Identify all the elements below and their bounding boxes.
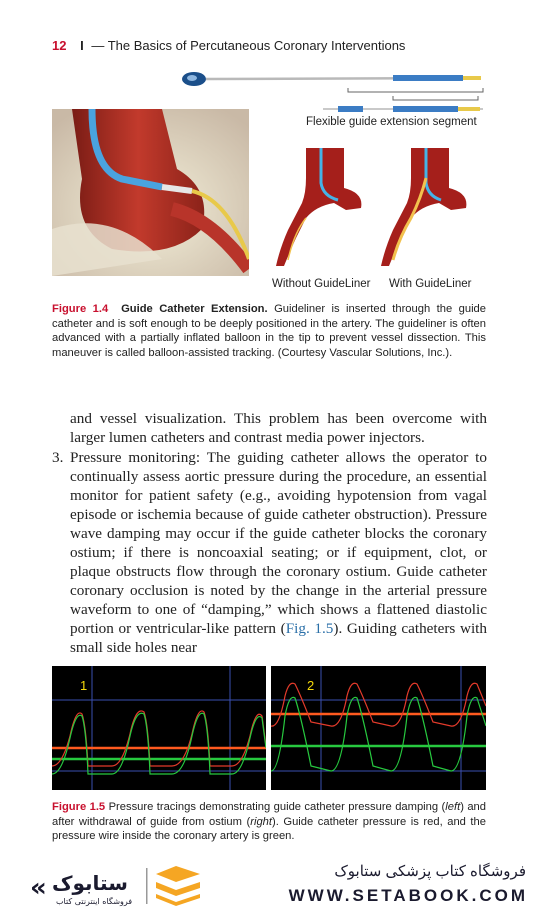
catheter-rendering-image [52,109,249,276]
figure-1-5-caption-text-b: ) and after withdrawal of guide from ostium ( [52,801,486,828]
schematic-without-guideliner [276,148,361,266]
running-header [52,38,405,53]
item-3-text-a: Pressure monitoring: The guiding catheter allows the operator to continually assess aortic pressure during the procedure, an essential monitor for patient safety (e.g., avoiding hypotension from vagal episode or ischemia because of guide catheter obstruction). Pressure wave damping may occur if the guide catheter blocks the coronary ostium; if there is noncoaxial seating; or if equipment, clot, or plaque obstructs flow through the coronary ostium. Guide catheter coronary occlusion is noted by the change in the arterial pressure waveform to one of “damping,” which shows a flattened diastolic portion or ventricular-like pattern ( [70,449,487,637]
svg-text:فروشگاه اینترنتی کتاب: فروشگاه اینترنتی کتاب [56,897,133,906]
pressure-tracing-panel-2 [271,666,486,790]
body-paragraph-continuation: and vessel visualization. This problem has been overcome with larger lumen catheters and contrast media power injectors. [70,410,487,446]
figure-1-4-caption [52,302,486,360]
store-watermark-footer [0,856,542,913]
guideliner-schematic [276,148,486,266]
figure-1-5-caption-text-a: Pressure tracings demonstrating guide catheter pressure damping ( [105,801,446,813]
extension-segment-label: Flexible guide extension segment [306,116,477,128]
svg-text:«: « [30,873,47,903]
setabook-logo[interactable] [28,864,208,908]
store-name: فروشگاه کتاب پزشکی ستابوک [334,863,526,880]
caption-right-emphasis: right [250,815,272,828]
page-number: 12 [52,38,67,53]
figure-1-4-caption-text: Guideliner is inserted through the guide catheter and is soft enough to be deeply positioned in the artery. The guideliner is often advanced with a partially inflated balloon in the tip to prevent vessel dissection. This maneuver is called balloon-assisted tracking. (Courtesy Vascular Solutions, Inc.). [52,303,487,359]
schematic-with-guideliner [381,148,466,266]
figure-1-5-label: Figure 1.5 [52,801,106,813]
panel-1-label: 1 [80,678,88,693]
with-guideliner-label: With GuideLiner [389,278,472,290]
without-guideliner-label: Without GuideLiner [272,278,371,290]
figure-1-4-label: Figure 1.4 [52,303,109,315]
item-3-text-b: ). Guiding catheters with small side holes near [70,620,487,656]
chapter-number: I [80,38,84,53]
figure-1-5-reference-link[interactable]: Fig. 1.5 [285,620,334,637]
figure-1-4-title: Guide Catheter Extension. [121,303,268,315]
list-item-number-3: 3. [52,449,64,466]
store-website-link[interactable]: WWW.SETABOOK.COM [288,886,528,905]
pressure-tracing-panel-1 [52,666,266,790]
figure-1-5-caption [52,800,486,844]
list-item-pressure-monitoring [70,448,487,657]
figure-1-5-caption-text-c: ). Guide catheter pressure is red, and the pressure wire inside the coronary artery is green. [52,815,486,842]
chapter-title: — The Basics of Percutaneous Coronary Interventions [91,38,406,53]
svg-text:ستابوک: ستابوک [52,871,128,895]
panel-2-label: 2 [307,678,315,693]
caption-left-emphasis: left [445,801,461,813]
